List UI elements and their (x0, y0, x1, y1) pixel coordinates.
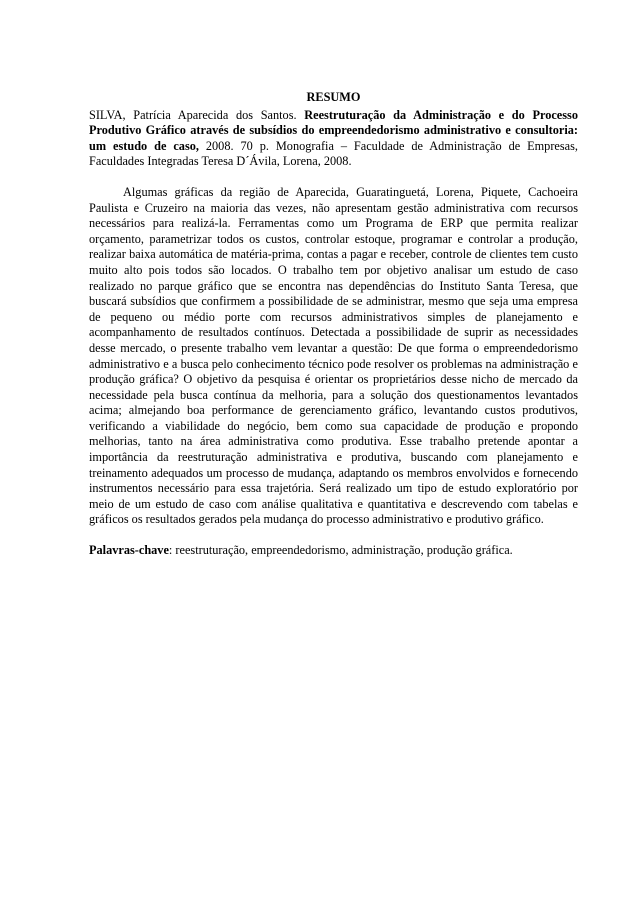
keywords-text: : reestruturação, empreendedorismo, administração, produção gráfica. (168, 543, 513, 558)
bibliographic-reference (89, 108, 578, 170)
document-page (89, 90, 578, 559)
page-title: RESUMO (306, 90, 361, 104)
keywords-label: Palavras-chave (89, 543, 169, 558)
reference-authors: SILVA, Patrícia Aparecida dos Santos. (89, 107, 305, 122)
reference-work-title: Reestruturação da Administração e do Processo Produtivo Gráfico através de subsídios do empreendedorismo administrativo e consultoria: um estudo de caso, (89, 107, 578, 153)
reference-details: 2008. 70 p. Monografia – Faculdade de Administração de Empresas, Faculdades Integradas Teresa D´Ávila, Lorena, 2008. (89, 138, 578, 169)
keywords-line (89, 543, 578, 559)
abstract-paragraph: Algumas gráficas da região de Aparecida, Guaratinguetá, Lorena, Piquete, Cachoeira Paulista e Cruzeiro na maioria das vezes, não apresentam gestão administrativa com recursos necessários para realizá-la. Ferramentas como um Programa de ERP que permita realizar orçamento, parametrizar todos os custos, controlar estoque, programar e controlar a produção, realizar baixa automática de matéria-prima, contas a pagar e receber, controle de clientes tem custo muito alto pois todos são locados. O trabalho tem por objetivo analisar um estudo de caso realizado no parque gráfico que se encontra nas dependências do Instituto Santa Teresa, que buscará subsídios que confirmem a possibilidade de se administrar, mesmo que seja uma empresa de pequeno ou médio porte com recursos administrativos simples de planejamento e acompanhamento de resultados contínuos. Detectada a possibilidade de suprir as necessidades desse mercado, o presente trabalho vem levantar a questão: De que forma o empreendedorismo administrativo e a busca pelo conhecimento técnico pode resolver os problemas na administração e produção gráfica? O objetivo da pesquisa é orientar os proprietários desse nicho de mercado da necessidade pela busca contínua da melhoria, para a solução dos questionamentos levantados acima; almejando boa performance de gerenciamento gráfico, levantando custos produtivos, verificando a viabilidade do negócio, bem como sua capacidade de produção e propondo melhorias, tanto na área administrativa como produtiva. Esse trabalho pretende apontar a importância da reestruturação administrativa e produtiva, buscando com planejamento e treinamento adequados um processo de mudança, adaptando os membros envolvidos e fornecendo instrumentos necessário para essa trajetória. Será realizado um tipo de estudo exploratório por meio de um estudo de caso com análise qualitativa e quantitativa e descrevendo com tabelas e gráficos os resultados gerados pela mudança do processo administrativo e produtivo gráfico. (89, 184, 578, 527)
